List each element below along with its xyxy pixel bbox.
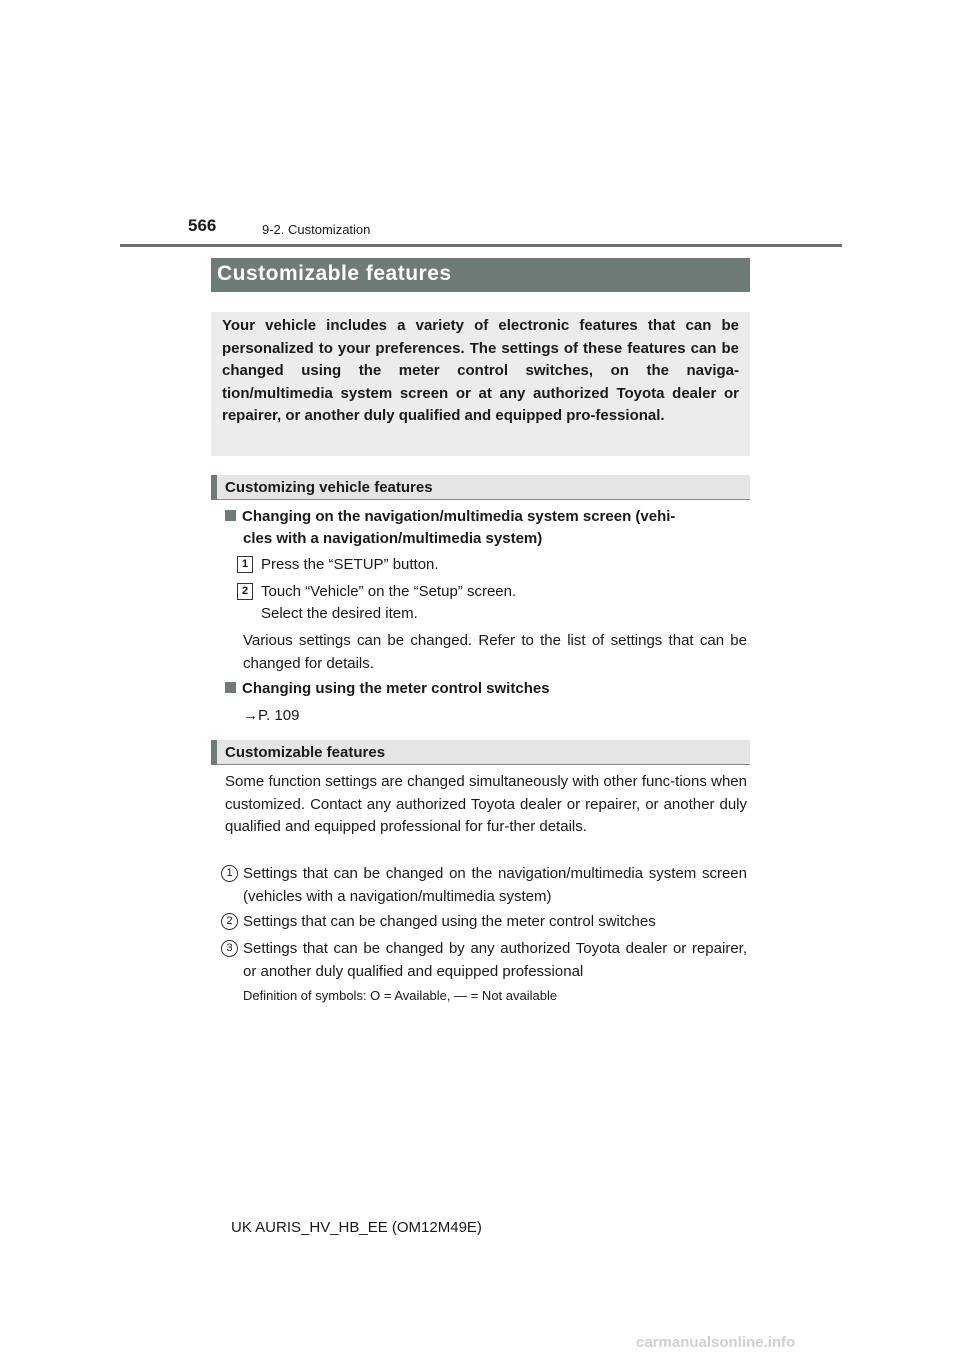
item-2-text: Settings that can be changed using the meter control switches	[243, 913, 656, 930]
page-title: Customizable features	[211, 258, 750, 292]
header-rule	[120, 244, 842, 247]
intro-box: Your vehicle includes a variety of electronic features that can be personalized to your preferences. The settings of these features can be changed using the meter control switches, on the naviga-tion/multimedia system screen or at any authorized Toyota dealer or repairer, or another duly qualified and equipped pro-fessional.	[211, 312, 750, 456]
circled-number-2: 2	[221, 913, 238, 930]
features-body: Some function settings are changed simultaneously with other func-tions when customized. Contact any authorized Toyota dealer or repairer, or another duly qualified and equipped professional for fur-ther details.	[225, 773, 747, 835]
step-2-text: Touch “Vehicle” on the “Setup” screen.	[261, 583, 517, 600]
step-1-text: Press the “SETUP” button.	[261, 556, 439, 573]
circled-number-3: 3	[221, 940, 238, 957]
footer-model-code: UK AURIS_HV_HB_EE (OM12M49E)	[231, 1219, 482, 1236]
symbol-definition: Definition of symbols: O = Available, — = Not available	[243, 988, 558, 1003]
page-ref-text[interactable]: P. 109	[258, 707, 300, 724]
bullet-meter-switches	[225, 678, 750, 701]
item-3-text: Settings that can be changed by any authorized Toyota dealer or repairer, or another duly qualified and equipped professional	[243, 940, 747, 980]
step-number-1: 1	[237, 556, 253, 573]
square-bullet-icon	[225, 682, 236, 693]
section-heading-customizing: Customizing vehicle features	[211, 475, 750, 500]
page-reference	[243, 705, 299, 728]
circled-number-1: 1	[221, 865, 238, 882]
bullet-text-line1: Changing on the navigation/multimedia system screen (vehi-	[242, 508, 676, 525]
bullet-text-line2: cles with a navigation/multimedia system)	[243, 530, 543, 547]
settings-note: Various settings can be changed. Refer to the list of settings that can be changed for details.	[243, 632, 747, 672]
watermark: carmanualsonline.info	[636, 1334, 796, 1351]
section-heading-features: Customizable features	[211, 740, 750, 765]
square-bullet-icon	[225, 510, 236, 521]
page-number: 566	[188, 216, 217, 235]
bullet-navigation-screen	[225, 506, 750, 529]
section-label: 9-2. Customization	[262, 222, 371, 237]
item-1-text: Settings that can be changed on the navigation/multimedia system screen (vehicles with a navigation/multimedia system)	[243, 865, 747, 905]
arrow-icon: →	[243, 707, 258, 724]
step-2b-text: Select the desired item.	[261, 605, 418, 622]
step-number-2: 2	[237, 583, 253, 600]
bullet-2-text: Changing using the meter control switches	[242, 680, 550, 697]
